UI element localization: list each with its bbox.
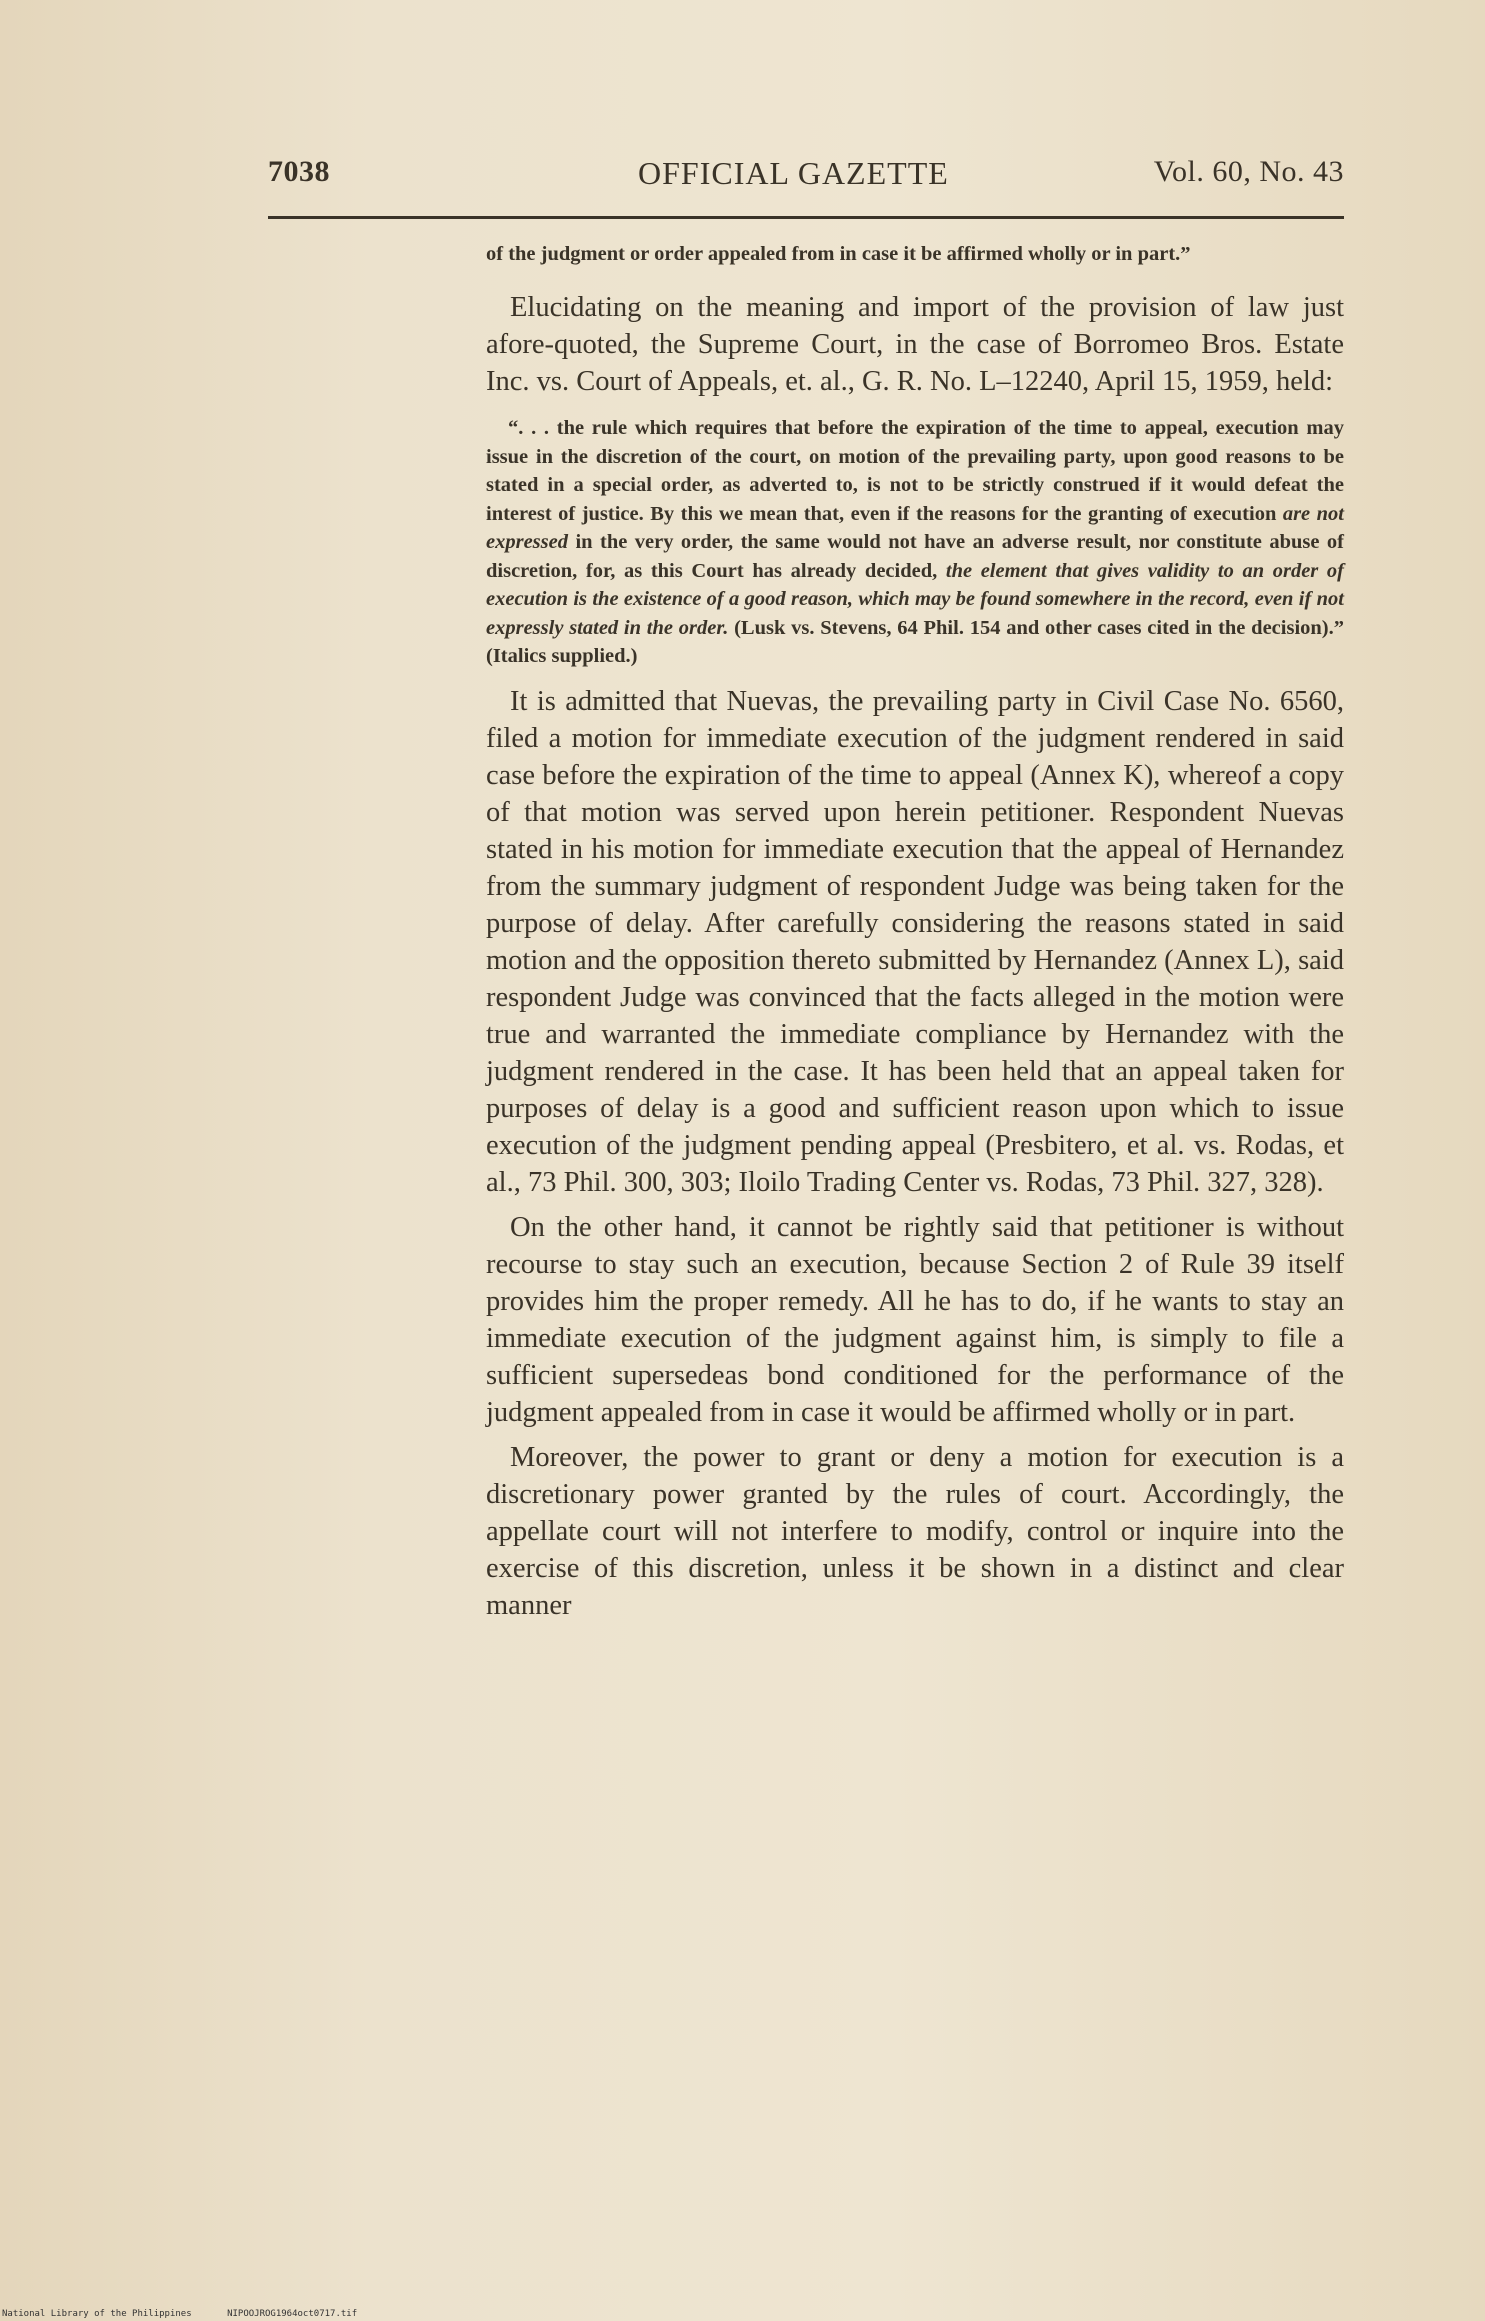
paragraph-other-hand: On the other hand, it cannot be rightly said that petitioner is without recourse to stay such an execution, because Section 2 of Rule 39 itself provides him the proper remedy. All he has to do, if he wants to stay an immediate execution of the judgment against him, is simply to file a sufficient supersedeas bond conditioned for the performance of the judgment appealed from in case it would be affirmed wholly or in part.: [486, 1211, 1344, 1428]
scan-filename: NIPOOJROG1964oct0717.tif: [227, 2309, 358, 2319]
library-credit: National Library of the Philippines: [2, 2309, 192, 2319]
page-number: 7038: [268, 155, 330, 188]
paragraph-admitted: It is admitted that Nuevas, the prevailing party in Civil Case No. 6560, filed a motion for immediate execution of the judgment rendered in said case before the expiration of the time to appeal (Annex K), whereof a copy of that motion was served upon herein petitioner. Respondent Nuevas stated in his motion for immediate execution that the appeal of Hernandez from the summary judgment of respondent Judge was being taken for the purpose of delay. After carefully considering the reasons stated in said motion and the opposition thereto submitted by Hernandez (Annex L), said respondent Judge was convinced that the facts alleged in the motion were true and warranted the immediate compliance by Hernandez with the judgment rendered in the case. It has been held that an appeal taken for purposes of delay is a good and sufficient reason upon which to issue execution of the judgment pending appeal (Presbitero, et al. vs. Rodas, et al., 73 Phil. 300, 303; Iloilo Trading Center vs. Rodas, 73 Phil. 327, 328).: [486, 685, 1344, 1198]
scan-footer: [2, 2309, 387, 2319]
paragraph-moreover: Moreover, the power to grant or deny a motion for execution is a discretionary power granted by the rules of court. Accordingly, the appellate court will not interfere to modify, control or inquire into the exercise of this discretion, unless it be shown in a distinct and clear manner: [486, 1441, 1344, 1621]
block-quote: [486, 414, 1344, 671]
publication-title: OFFICIAL GAZETTE: [638, 155, 949, 191]
quote-text-2: in the very order, the same would not have an adverse result, nor constitute abuse of discretion, for, as this Court has already decided,: [486, 531, 1344, 582]
paragraph-elucidating: Elucidating on the meaning and import of the provision of law just afore-quoted, the Supreme Court, in the case of Borromeo Bros. Estate Inc. vs. Court of Appeals, et. al., G. R. No. L–12240, April 15, 1959, held:: [486, 292, 1344, 397]
header-rule: [268, 216, 1344, 219]
quote-text-1: “. . . the rule which requires that before the expiration of the time to appeal, execution may issue in the discretion of the court, on motion of the prevailing party, upon good reasons to be stated in a special order, as adverted to, is not to be strictly construed if it would defeat the interest of justice. By this we mean that, even if the reasons for the granting of execution: [486, 417, 1344, 525]
quote-italic-2: the element that gives validity to an order of execution is the existence of a good reason, which may be found somewhere in the record, even if not expressly stated in the order.: [486, 559, 1344, 639]
quote-text-3: (Lusk vs. Stevens, 64 Phil. 154 and other cases cited in the decision).” (Italics supplied.): [486, 616, 1344, 667]
quote-italic-1: are not expressed: [486, 502, 1344, 553]
paragraph-continuation: of the judgment or order appealed from in case it be affirmed wholly or in part.”: [486, 243, 1191, 265]
article-body: [486, 240, 1344, 1624]
volume-issue: Vol. 60, No. 43: [1153, 155, 1344, 188]
page-header: [268, 155, 1344, 205]
